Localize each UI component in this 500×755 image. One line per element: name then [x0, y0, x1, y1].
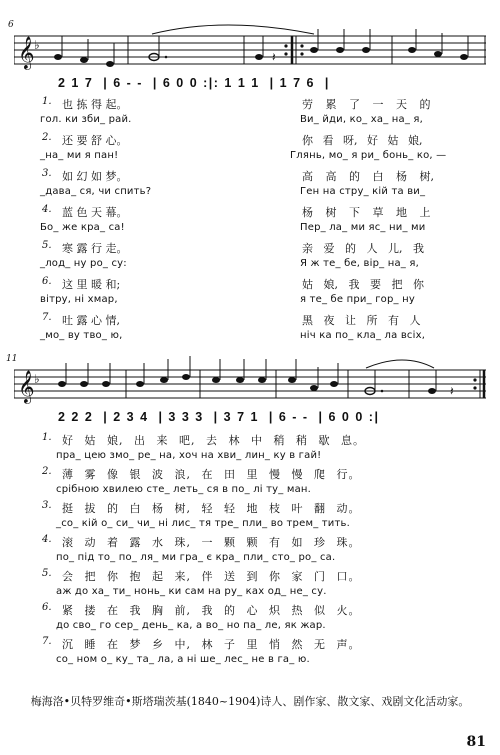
- verse-number: 1.: [42, 432, 52, 443]
- footnote: 梅海洛•贝特罗维奇•斯塔瑞茨基(1840~1904)诗人、剧作家、散文家、戏剧文化活动家。: [30, 695, 470, 708]
- verse-ukrainian-right: Я ж те_ бе, вір_ на_ я,: [300, 258, 419, 269]
- verse-chinese-right: 黑 夜 让 所 有 人: [302, 314, 421, 327]
- verse-chinese-left: 寒 露 行 走。: [62, 242, 128, 255]
- verse-chinese: 挺 拔 的 白 杨 树, 轻 轻 地 枝 叶 翻 动。: [62, 502, 361, 515]
- verse-chinese-right: 姑 娘, 我 要 把 你: [302, 278, 424, 291]
- verse-ukrainian: по_ під то_ по_ ля_ ми гра_ є кра_ пли_ сто_ ро_ са.: [56, 552, 336, 563]
- page-number: 81: [466, 734, 486, 750]
- verse-ukrainian: до сво_ го сер_ день_ ка, а во_ но па_ ле, як жар.: [56, 620, 326, 631]
- verse-ukrainian-right: ніч ка по_ кла_ ла всіх,: [300, 330, 426, 341]
- verse-ukrainian: со_ ном о_ ку_ та_ ла, а ні ше_ лес_ не в га_ ю.: [56, 654, 310, 665]
- verse-chinese-right: 亲 爱 的 人 儿, 我: [302, 242, 424, 255]
- verse-chinese-left: 也 拣 得 起。: [62, 98, 128, 111]
- verse-ukrainian-right: Ген на стру_ кій та ви_: [300, 186, 426, 197]
- verse-ukrainian: срібною хвилею сте_ леть_ ся в по_ лі ту_ ман.: [56, 484, 312, 495]
- verse-chinese: 会 把 你 抱 起 来, 伴 送 到 你 家 门 口。: [62, 570, 361, 583]
- verse-number: 7.: [42, 636, 52, 647]
- verse-number: 4.: [42, 204, 52, 215]
- verse-ukrainian: аж до ха_ ти_ нонь_ ки сам на ру_ ках од_ не_ су.: [56, 586, 327, 597]
- verse-ukrainian-left: _мо_ ву тво_ ю,: [40, 330, 123, 341]
- jianpu-line-1: 2 1 7 | 6 - - | 6 0 0 :|: 1 1 1 | 1 7 6 |: [58, 76, 330, 90]
- verse-chinese: 薄 雾 像 银 波 浪, 在 田 里 慢 慢 爬 行。: [62, 468, 361, 481]
- verse-chinese-right: 杨 树 下 草 地 上: [302, 206, 431, 219]
- verse-chinese-right: 劳 累 了 一 天 的: [302, 98, 431, 111]
- svg-text:𝄞: 𝄞: [18, 36, 35, 69]
- verse-number: 5.: [42, 568, 52, 579]
- staff-system-2: [14, 356, 486, 416]
- verse-ukrainian-left: _лод_ ну ро_ су:: [40, 258, 127, 269]
- measure-number-11: 11: [6, 354, 18, 364]
- verse-chinese: 滚 动 着 露 水 珠, 一 颗 颗 有 如 珍 珠。: [62, 536, 361, 549]
- verse-ukrainian-right: Пер_ ла_ ми яс_ ни_ ми: [300, 222, 426, 233]
- verse-number: 2.: [42, 132, 52, 143]
- verse-chinese-left: 如 幻 如 梦。: [62, 170, 128, 183]
- verse-number: 1.: [42, 96, 52, 107]
- verse-ukrainian-right: Глянь, мо_ я ри_ бонь_ ко, —: [290, 150, 447, 161]
- verse-2-7: [0, 636, 500, 680]
- verse-chinese-left: 这 里 暖 和;: [62, 278, 121, 291]
- verse-number: 3.: [42, 168, 52, 179]
- verse-1-7: [0, 312, 500, 356]
- verse-chinese-left: 蓝 色 天 幕。: [62, 206, 128, 219]
- verse-chinese-right: 高 高 的 白 杨 树,: [302, 170, 434, 183]
- svg-text:♭: ♭: [34, 38, 40, 52]
- verse-number: 7.: [42, 312, 52, 323]
- measure-number-6: 6: [8, 20, 14, 30]
- verse-ukrainian-left: гол. ки зби_ рай.: [40, 114, 132, 125]
- verse-number: 2.: [42, 466, 52, 477]
- verse-number: 6.: [42, 602, 52, 613]
- verse-number: 5.: [42, 240, 52, 251]
- verse-ukrainian-right: я те_ бе при_ гор_ ну: [300, 294, 415, 305]
- verse-ukrainian-left: _дава_ ся, чи спить?: [40, 186, 152, 197]
- verse-ukrainian-right: Ви_ йди, ко_ ха_ на_ я,: [300, 114, 424, 125]
- svg-text:𝄞: 𝄞: [18, 370, 35, 403]
- staff-system-1: [14, 22, 486, 82]
- verse-ukrainian-left: Бо_ же кра_ са!: [40, 222, 125, 233]
- verse-chinese: 紧 搂 在 我 胸 前, 我 的 心 炽 热 似 火。: [62, 604, 361, 617]
- svg-text:𝄽: 𝄽: [450, 384, 454, 398]
- verse-ukrainian: пра_ цею змо_ ре_ на, хоч на хви_ лин_ ку в гай!: [56, 450, 322, 461]
- verse-chinese: 好 姑 娘, 出 来 吧, 去 林 中 稍 稍 歇 息。: [62, 434, 365, 447]
- verse-chinese-left: 吐 露 心 情,: [62, 314, 120, 327]
- verse-chinese-left: 还 要 舒 心。: [62, 134, 128, 147]
- jianpu-line-2: 2 2 2 | 2 3 4 | 3 3 3 | 3 7 1 | 6 - - | 6 0 0 :|: [58, 410, 380, 424]
- verse-ukrainian: _со_ кій о_ си_ чи_ ні лис_ тя тре_ пли_ во трем_ тить.: [56, 518, 351, 529]
- verse-number: 4.: [42, 534, 52, 545]
- verse-chinese: 沉 睡 在 梦 乡 中, 林 子 里 悄 然 无 声。: [62, 638, 361, 651]
- verse-number: 3.: [42, 500, 52, 511]
- verse-ukrainian-left: _на_ ми я пан!: [40, 150, 119, 161]
- verse-number: 6.: [42, 276, 52, 287]
- verse-ukrainian-left: вітру, ні хмар,: [40, 294, 118, 305]
- svg-text:𝄽: 𝄽: [272, 50, 276, 64]
- svg-text:♭: ♭: [34, 372, 40, 386]
- verse-chinese-right: 你 看 呀, 好 姑 娘,: [302, 134, 423, 147]
